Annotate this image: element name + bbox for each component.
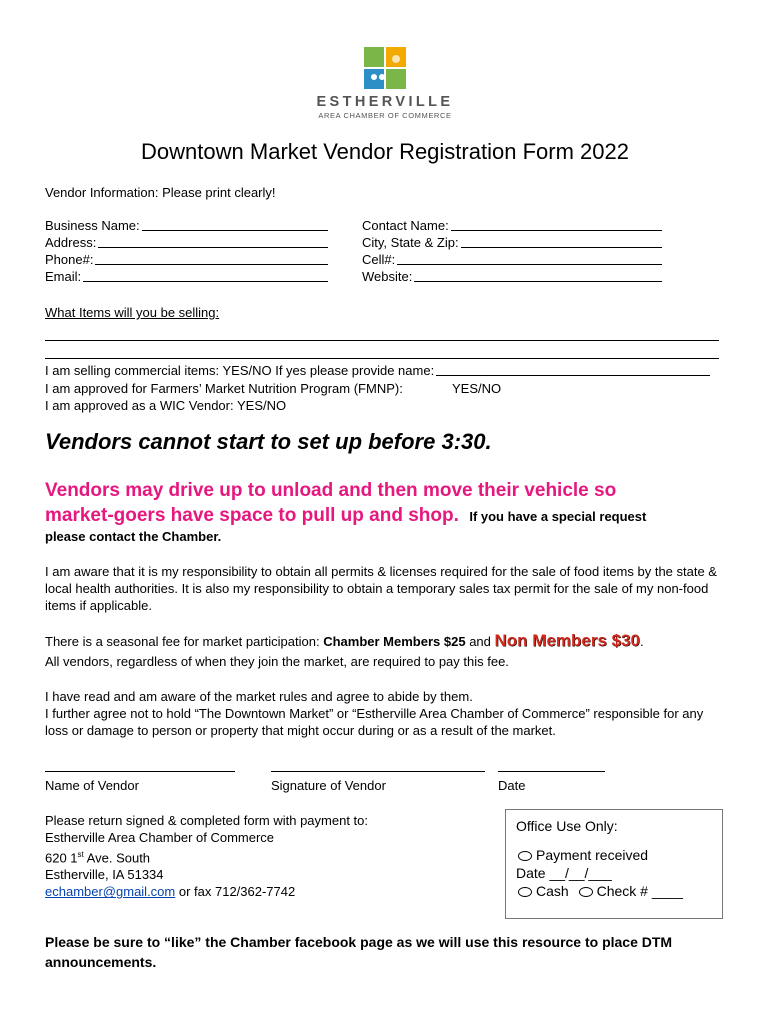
contact-name-label: Contact Name: [362, 218, 449, 233]
contact-name-field[interactable] [362, 217, 662, 234]
payment-method [518, 883, 683, 899]
page-title: Downtown Market Vendor Registration Form 2022 [141, 139, 629, 164]
signature-of-vendor-label: Signature of Vendor [271, 778, 386, 793]
cell-label: Cell#: [362, 252, 396, 267]
drive-notice [45, 478, 745, 545]
rules-line-2: I further agree not to hold “The Downtown Market” or “Estherville Area Chamber of Commerce” responsible for any loss or damage to person or property that might occur during or as a result of the market. [45, 706, 704, 738]
return-city: Estherville, IA 51334 [45, 867, 164, 883]
check-label: Check # ____ [596, 883, 683, 899]
address-field[interactable] [45, 234, 328, 251]
address-label: Address: [45, 235, 97, 250]
website-label: Website: [362, 269, 413, 284]
vendor-signature-line[interactable] [271, 771, 485, 772]
return-contact [45, 883, 465, 900]
facebook-notice: Please be sure to “like” the Chamber facebook page as we will use this resource to place DTM announcements. [45, 934, 673, 970]
rules-line-1: I have read and am aware of the market rules and agree to abide by them. [45, 689, 473, 704]
fee-intro: There is a seasonal fee for market participation: [45, 634, 320, 649]
fee-members: Chamber Members $25 [323, 634, 466, 649]
responsibility-paragraph: I am aware that it is my responsibility to obtain all permits & licenses required for the sale of food items by the state & local health authorities. It is also my responsibility to obtain a temporary sales tax permit for the sale of my non-food items if applicable. [45, 564, 717, 613]
vendor-fields-right [362, 217, 662, 285]
return-street: 620 1st Ave. South [45, 850, 151, 866]
fee-all-vendors: All vendors, regardless of when they join the market, are required to pay this fee. [45, 654, 509, 669]
drive-notice-line-1: Vendors may drive up to unload and then move their vehicle so [45, 480, 617, 501]
commercial-statement [45, 362, 710, 379]
commercial-name-line[interactable] [436, 374, 710, 376]
return-address [45, 812, 465, 900]
cash-label: Cash [536, 883, 569, 899]
special-request-text-2: please contact the Chamber. [45, 529, 222, 544]
date-line[interactable] [498, 771, 605, 772]
chamber-logo [362, 45, 408, 91]
fee-period: . [640, 634, 644, 649]
phone-label: Phone#: [45, 252, 94, 267]
email-label: Email: [45, 269, 82, 284]
fee-and: and [469, 634, 491, 649]
setup-notice: Vendors cannot start to set up before 3:30. [45, 429, 492, 454]
special-request-text: If you have a special request [469, 509, 647, 524]
wic-statement: I am approved as a WIC Vendor: YES/NO [45, 398, 287, 413]
payment-radio-icon[interactable] [518, 851, 532, 861]
email-field[interactable] [45, 268, 328, 285]
drive-notice-period: . [453, 505, 459, 526]
city-state-zip-label: City, State & Zip: [362, 235, 459, 250]
name-of-vendor-label: Name of Vendor [45, 778, 139, 793]
website-field[interactable] [362, 268, 662, 285]
office-use-title: Office Use Only: [516, 818, 618, 834]
cash-radio-icon[interactable] [518, 887, 532, 897]
fmnp-answer[interactable]: YES/NO [452, 381, 502, 396]
email-link[interactable]: echamber@gmail.com [45, 884, 176, 900]
selling-line-1[interactable] [45, 340, 719, 341]
selling-line-2[interactable] [45, 358, 719, 359]
return-org: Estherville Area Chamber of Commerce [45, 830, 275, 845]
logo-name: ESTHERVILLE [316, 94, 454, 110]
business-name-label: Business Name: [45, 218, 140, 233]
vendor-name-line[interactable] [45, 771, 235, 772]
return-instructions: Please return signed & completed form with payment to: [45, 813, 368, 828]
selling-heading: What Items will you be selling: [45, 305, 220, 320]
logo-subtitle: AREA CHAMBER OF COMMERCE [318, 111, 452, 120]
vendor-fields-left [45, 217, 328, 285]
cell-field[interactable] [362, 251, 662, 268]
drive-notice-line-2: market-goers have space to pull up and shop [45, 505, 454, 526]
fmnp-statement: I am approved for Farmers’ Market Nutrition Program (FMNP): [45, 381, 403, 396]
vendor-info-heading: Vendor Information: Please print clearly! [45, 185, 276, 200]
payment-received-label: Payment received [536, 847, 649, 863]
office-use-box [505, 809, 723, 919]
fax-number: or fax 712/362-7742 [175, 884, 296, 900]
date-label: Date [498, 778, 526, 793]
payment-received-option[interactable] [518, 847, 648, 863]
check-radio-icon[interactable] [579, 887, 593, 897]
city-state-zip-field[interactable] [362, 234, 662, 251]
commercial-items-text: I am selling commercial items: YES/NO If yes please provide name: [45, 363, 435, 378]
phone-field[interactable] [45, 251, 328, 268]
fee-line [45, 632, 745, 650]
office-date[interactable]: Date __/__/___ [516, 865, 612, 881]
business-name-field[interactable] [45, 217, 328, 234]
fee-nonmembers: Non Members $30 [494, 631, 641, 650]
